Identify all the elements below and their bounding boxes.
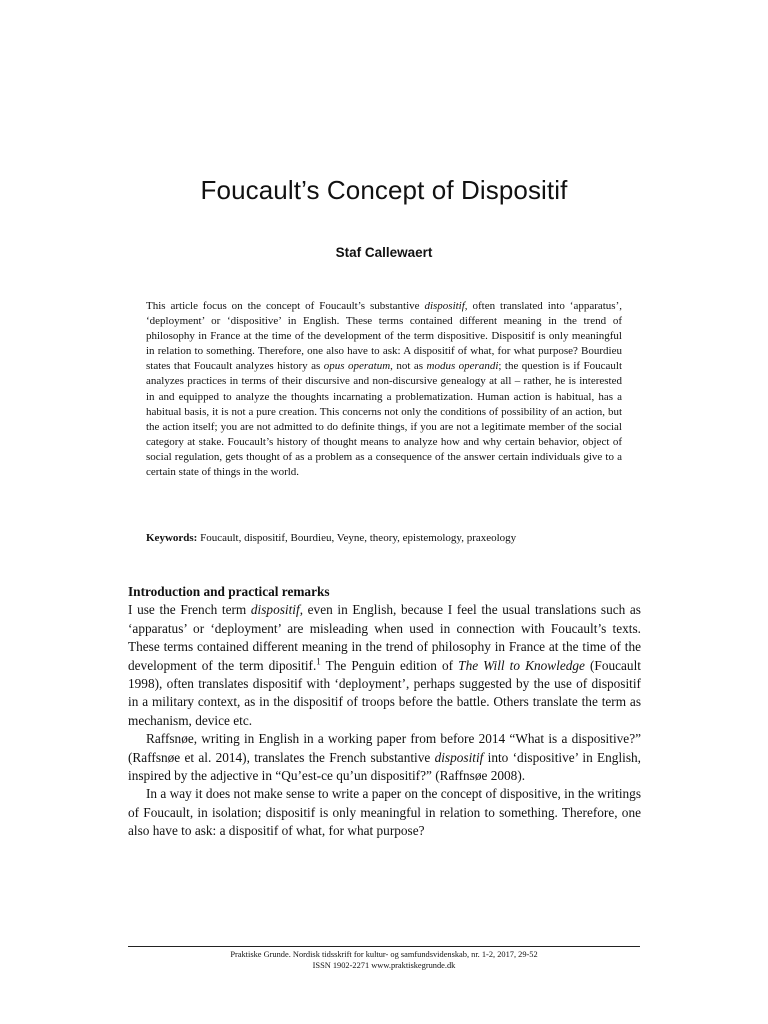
section-heading: Introduction and practical remarks [128, 584, 330, 599]
body-text: Raffsnøe, writing in English in a working paper from before 2014 “What is a dispositive?” (Raffsnøe et al. 2014), translates the French substantive [128, 731, 641, 765]
page-footer [128, 950, 640, 971]
abstract-text: , not as [390, 360, 427, 373]
abstract [146, 299, 622, 480]
abstract-term-dispositif: dispositif, [424, 300, 468, 312]
keywords-label: Keywords: [146, 532, 198, 544]
abstract-text: ; the question is if Foucault analyzes practices in terms of their discursive and non-discursive genealogy at all – rather, he is interested in and equipped to analyze the thoughts incarnating a problematization. Human action is habitual, has a habitual basis, it is not a pure creation. This concerns not only the conditions of possibility of an action, but the action itself; you are not admitted to do definite things, if you are not a legitimate member of the social category at stake. Foucault’s history of thought means to analyze how and why certain behavior, object of social regulation, gets thought of as a problem as a consequence of the answer certain individuals give to a certain state of things in the world. [146, 360, 622, 479]
footer-issn: ISSN 1902-2271 www.praktiskegrunde.dk [312, 960, 456, 970]
body-paragraph [128, 730, 641, 785]
abstract-term-opus-operatum: opus operatum [323, 360, 391, 373]
body-text: into ‘dispositive’ in English, inspired by the adjective in “Qu’est-ce qu’un dispositif?” (Raffnsøe 2008). [128, 749, 641, 784]
article-title: Foucault’s Concept of Dispositif [200, 175, 568, 205]
footnote-marker[interactable]: 1 [316, 656, 321, 667]
author-name: Staf Callewaert [335, 245, 433, 260]
abstract-text: This article focus on the concept of Foucault’s substantive [146, 300, 425, 312]
body-text: (Foucault 1998), often translates dispositif with ‘deployment’, perhaps suggested by the use of dispositif in a military context, as in the dispositif of troops before the battle. Others translate the term as mechanism, device etc. [128, 657, 641, 728]
footer-divider [128, 946, 640, 947]
body-text: I use the French term [128, 602, 251, 618]
body-term: dispositif [434, 749, 484, 765]
book-title: The Will to Knowledge [458, 657, 585, 673]
body-paragraph: In a way it does not make sense to write a paper on the concept of dispositive, in the writings of Foucault, in isolation; dispositif is only meaningful in relation to something. Therefore, one also have to ask: a dispositif of what, for what purpose? [128, 786, 641, 839]
abstract-text: often translated into ‘apparatus’, ‘deployment’ or ‘dispositive’ in English. These terms contained different meaning in the trend of philosophy in France at the time of the development of the term dispositive. Dispositif is only meaningful in relation to something. Therefore, one also have to ask: A dispositif of what, for what purpose? Bourdieu states that Foucault analyzes history as [146, 300, 622, 373]
body-text: , even in English, because I feel the usual translations such as ‘apparatus’ or ‘deployment’ are misleading when used in connection with Foucault’s texts. These terms contained different meaning in the trend of philosophy in France at the time of the development of the term dipositif. [128, 602, 641, 673]
body-text: The Penguin edition of [320, 657, 459, 673]
body-term: dispositif [250, 602, 300, 618]
footer-journal: Praktiske Grunde. Nordisk tidsskrift for kultur- og samfundsvidenskab, nr. 1-2, 2017, 29-52 [230, 950, 538, 959]
keywords-list: Foucault, dispositif, Bourdieu, Veyne, theory, epistemology, praxeology [197, 532, 517, 544]
body-paragraph [128, 601, 641, 730]
keywords [146, 531, 622, 546]
abstract-term-modus-operandi: modus operandi [426, 360, 499, 373]
article-body [128, 583, 641, 841]
